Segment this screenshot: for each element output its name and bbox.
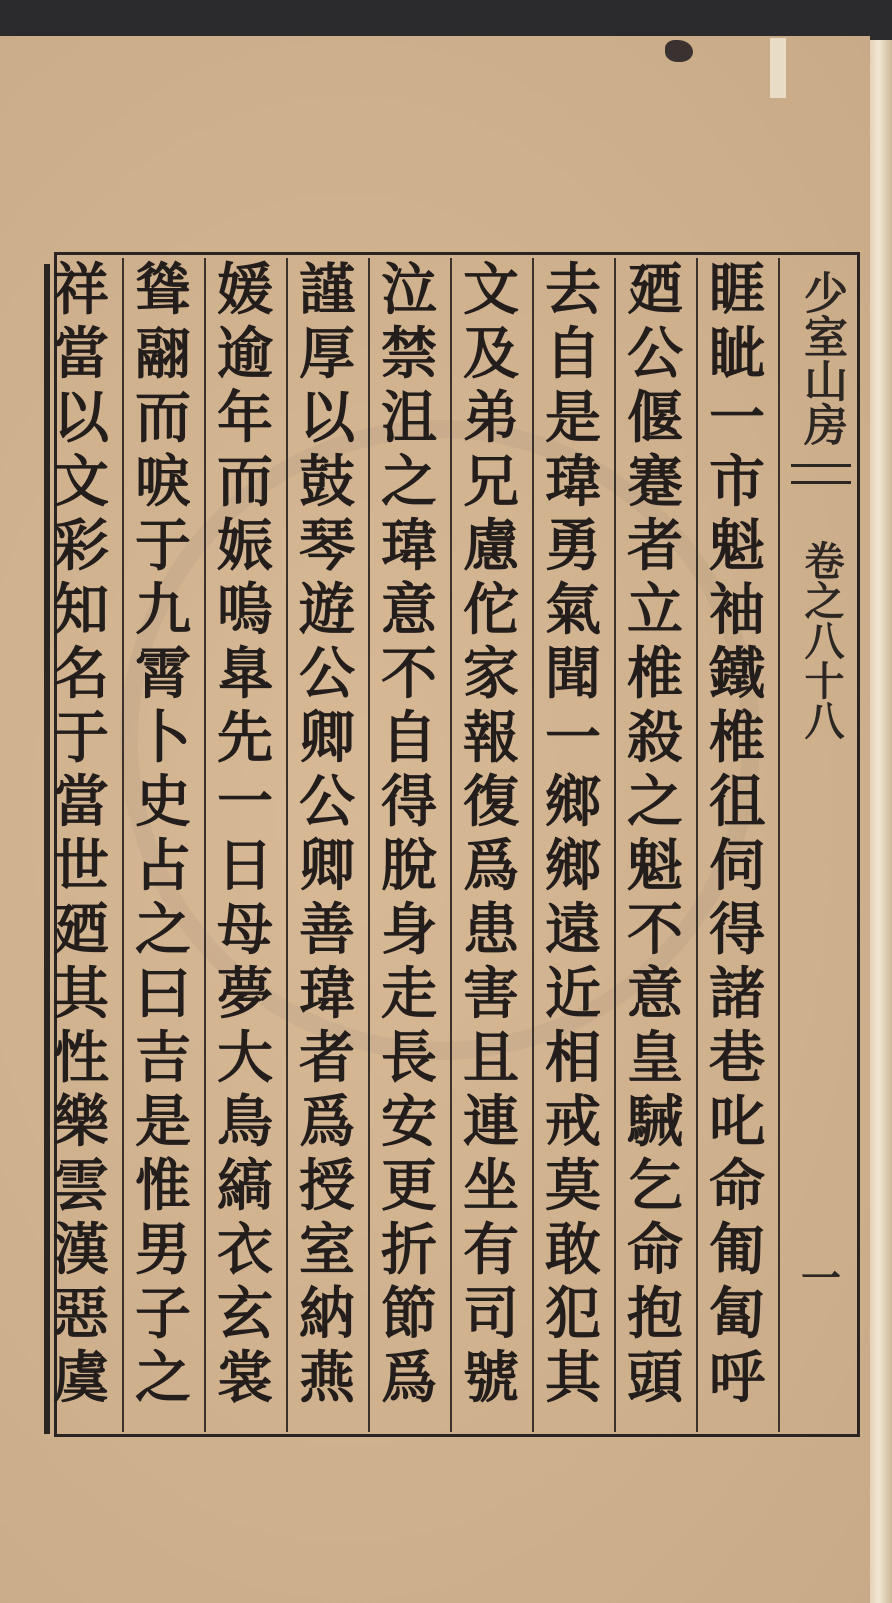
glyph: 謹 [299,257,355,323]
glyph: 徂 [709,769,765,835]
glyph: 日 [217,833,273,899]
glyph: 公 [299,641,355,707]
glyph: 爲 [463,833,519,899]
glyph: 瑋 [299,961,355,1027]
glyph: 之 [627,769,683,835]
glyph: 虞 [53,1345,109,1411]
glyph: 納 [299,1281,355,1347]
glyph: 莫 [545,1153,601,1219]
glyph: 室 [299,1217,355,1283]
text-column-1 [696,258,780,1432]
glyph: 是 [545,385,601,451]
glyph: 有 [463,1217,519,1283]
glyph: 以 [299,385,355,451]
page-edge [870,40,892,1603]
glyph: 市 [709,449,765,515]
glyph: 而 [135,385,191,451]
glyph: 椎 [709,705,765,771]
glyph: 敢 [545,1217,601,1283]
glyph: 慮 [463,513,519,579]
glyph: 鄉 [545,833,601,899]
glyph: 去 [545,257,601,323]
glyph: 逾 [217,321,273,387]
glyph: 沮 [381,385,437,451]
header-title: 少室山房 [796,270,847,446]
glyph: 母 [217,897,273,963]
glyph: 偃 [627,385,683,451]
glyph: 勇 [545,513,601,579]
glyph: 皇 [627,1025,683,1091]
glyph: 駴 [627,1089,683,1155]
glyph: 吉 [135,1025,191,1091]
block-heart-header [778,258,862,1432]
glyph: 長 [381,1025,437,1091]
glyph: 臯 [217,641,273,707]
glyph: 殺 [627,705,683,771]
text-column-3 [532,258,616,1432]
glyph: 燕 [299,1345,355,1411]
glyph: 嗚 [217,577,273,643]
glyph: 復 [463,769,519,835]
glyph: 玄 [217,1281,273,1347]
glyph: 瑋 [381,513,437,579]
glyph: 相 [545,1025,601,1091]
glyph: 一 [709,385,765,451]
glyph: 當 [53,321,109,387]
glyph: 文 [53,449,109,515]
glyph: 巷 [709,1025,765,1091]
glyph: 而 [217,449,273,515]
glyph: 害 [463,961,519,1027]
glyph: 厚 [299,321,355,387]
glyph: 弟 [463,385,519,451]
glyph: 授 [299,1153,355,1219]
glyph: 司 [463,1281,519,1347]
glyph: 自 [381,705,437,771]
glyph: 惟 [135,1153,191,1219]
glyph: 爲 [381,1345,437,1411]
header-volume: 卷之八十八 [798,540,845,740]
glyph: 漢 [53,1217,109,1283]
glyph: 魁 [627,833,683,899]
glyph: 于 [135,513,191,579]
text-column-9 [40,258,124,1432]
glyph: 廼 [53,897,109,963]
glyph: 一 [217,769,273,835]
glyph: 之 [135,897,191,963]
glyph: 公 [627,321,683,387]
glyph: 及 [463,321,519,387]
text-column-2 [614,258,698,1432]
glyph: 九 [135,577,191,643]
glyph: 之 [381,449,437,515]
glyph: 號 [463,1345,519,1411]
glyph: 佗 [463,577,519,643]
glyph: 得 [709,897,765,963]
text-column-8 [122,258,206,1432]
glyph: 魁 [709,513,765,579]
glyph: 翮 [135,321,191,387]
glyph: 意 [381,577,437,643]
glyph: 坐 [463,1153,519,1219]
glyph: 更 [381,1153,437,1219]
glyph: 椎 [627,641,683,707]
glyph: 之 [135,1345,191,1411]
glyph: 家 [463,641,519,707]
glyph: 彩 [53,513,109,579]
glyph: 廼 [627,257,683,323]
glyph: 唳 [135,449,191,515]
glyph: 伺 [709,833,765,899]
glyph: 戒 [545,1089,601,1155]
glyph: 公 [299,769,355,835]
text-column-7 [204,258,288,1432]
glyph: 得 [381,769,437,835]
glyph: 媛 [217,257,273,323]
glyph: 乞 [627,1153,683,1219]
glyph: 眦 [709,321,765,387]
glyph: 節 [381,1281,437,1347]
glyph: 聳 [135,257,191,323]
glyph: 其 [545,1345,601,1411]
glyph: 衣 [217,1217,273,1283]
glyph: 娠 [217,513,273,579]
glyph: 善 [299,897,355,963]
glyph: 者 [627,513,683,579]
glyph: 男 [135,1217,191,1283]
glyph: 性 [53,1025,109,1091]
glyph: 縞 [217,1153,273,1219]
glyph: 其 [53,961,109,1027]
glyph: 遠 [545,897,601,963]
glyph: 樂 [53,1089,109,1155]
glyph: 瑋 [545,449,601,515]
glyph: 泣 [381,257,437,323]
glyph: 是 [135,1089,191,1155]
glyph: 大 [217,1025,273,1091]
glyph: 子 [135,1281,191,1347]
glyph: 名 [53,641,109,707]
glyph: 卿 [299,705,355,771]
glyph: 文 [463,257,519,323]
glyph: 脫 [381,833,437,899]
glyph: 裳 [217,1345,273,1411]
glyph: 匍 [709,1217,765,1283]
glyph: 立 [627,577,683,643]
glyph: 先 [217,705,273,771]
glyph: 一 [545,705,601,771]
glyph: 者 [299,1025,355,1091]
glyph: 兄 [463,449,519,515]
glyph: 卿 [299,833,355,899]
glyph: 報 [463,705,519,771]
glyph: 遊 [299,577,355,643]
glyph: 命 [709,1153,765,1219]
text-column-5 [368,258,452,1432]
glyph: 鐵 [709,641,765,707]
glyph: 抱 [627,1281,683,1347]
glyph: 以 [53,385,109,451]
glyph: 于 [53,705,109,771]
glyph: 卜 [135,705,191,771]
glyph: 頭 [627,1345,683,1411]
glyph: 年 [217,385,273,451]
glyph: 當 [53,769,109,835]
glyph: 夢 [217,961,273,1027]
glyph: 鄉 [545,769,601,835]
glyph: 命 [627,1217,683,1283]
glyph: 蹇 [627,449,683,515]
glyph: 犯 [545,1281,601,1347]
glyph: 雲 [53,1153,109,1219]
glyph: 不 [381,641,437,707]
glyph: 聞 [545,641,601,707]
glyph: 身 [381,897,437,963]
glyph: 史 [135,769,191,835]
glyph: 呼 [709,1345,765,1411]
glyph: 爲 [299,1089,355,1155]
glyph: 叱 [709,1089,765,1155]
glyph: 不 [627,897,683,963]
glyph: 琴 [299,513,355,579]
glyph: 祥 [53,257,109,323]
glyph: 患 [463,897,519,963]
fish-tail-mark [791,464,851,484]
glyph: 近 [545,961,601,1027]
glyph: 諸 [709,961,765,1027]
glyph: 世 [53,833,109,899]
glyph: 折 [381,1217,437,1283]
glyph: 睚 [709,257,765,323]
glyph: 霄 [135,641,191,707]
glyph: 且 [463,1025,519,1091]
glyph: 鼓 [299,449,355,515]
paper-tear [770,38,786,98]
glyph: 惡 [53,1281,109,1347]
glyph: 匐 [709,1281,765,1347]
glyph: 知 [53,577,109,643]
glyph: 走 [381,961,437,1027]
glyph: 鳥 [217,1089,273,1155]
header-leaf-number: 一 [801,1255,841,1302]
glyph: 曰 [135,961,191,1027]
glyph: 自 [545,321,601,387]
glyph: 意 [627,961,683,1027]
glyph: 連 [463,1089,519,1155]
glyph: 禁 [381,321,437,387]
glyph: 袖 [709,577,765,643]
glyph: 安 [381,1089,437,1155]
text-column-6 [286,258,370,1432]
glyph: 占 [135,833,191,899]
text-column-4 [450,258,534,1432]
glyph: 氣 [545,577,601,643]
ink-stain [665,40,693,62]
